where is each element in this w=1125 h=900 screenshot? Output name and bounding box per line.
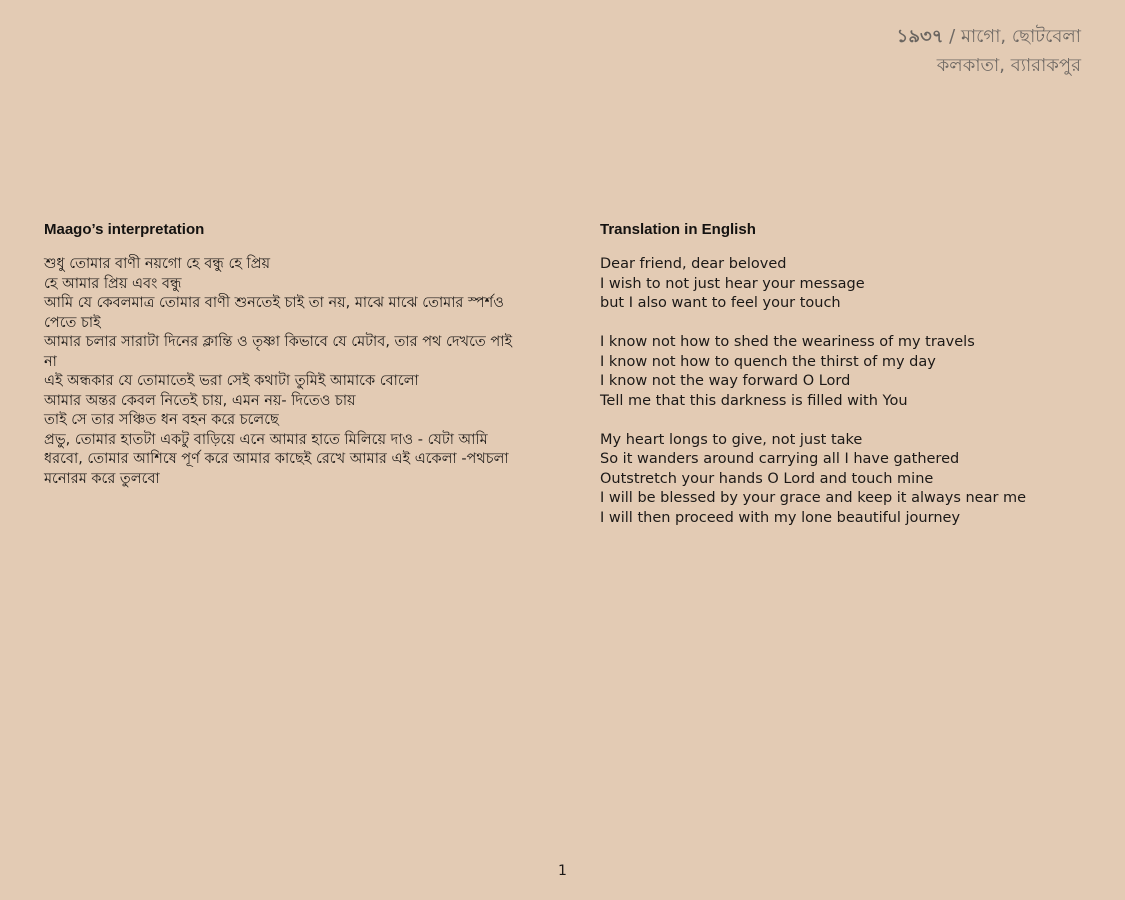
bengali-line: মনোরম করে তুলবো (44, 470, 160, 487)
bengali-line: আমার অন্তর কেবল নিতেই চায়, এমন নয়- দিতেও চায় (44, 392, 356, 409)
page-number: 1 (558, 863, 567, 879)
bengali-line: প্রভু, তোমার হাতটা একটু বাড়িয়ে এনে আমার হাতে মিলিয়ে দাও - যেটা আমি (44, 431, 488, 448)
english-line: I wish to not just hear your message (600, 275, 865, 292)
bengali-column-title: Maago’s interpretation (44, 221, 205, 238)
bengali-line: পেতে চাই (44, 314, 101, 331)
bengali-lines (44, 255, 532, 489)
english-line: I know not how to quench the thirst of my day (600, 353, 936, 370)
bengali-line: আমার চলার সারাটা দিনের ক্লান্তি ও তৃষ্ণা কিভাবে যে মেটাব, তার পথ দেখতে পাই (44, 334, 512, 350)
english-column-title: Translation in English (600, 221, 756, 238)
english-column (600, 220, 1080, 528)
header-place: কলকাতা, ব্যারাকপুর (936, 55, 1081, 76)
english-line: I will then proceed with my lone beautiful journey (600, 509, 961, 526)
english-lines (600, 255, 1080, 528)
bengali-column (44, 220, 532, 489)
year: ১৯৩৭ (896, 26, 944, 47)
bengali-line: শুধু তোমার বাণী নয়গো হে বন্ধু হে প্রিয় (44, 256, 271, 272)
english-line: So it wanders around carrying all I have gathered (600, 451, 960, 467)
english-line: My heart longs to give, not just take (600, 431, 863, 448)
bengali-line: হে আমার প্রিয় এবং বন্ধু (44, 275, 182, 292)
bengali-line: তাই সে তার সঞ্চিত ধন বহন করে চলেছে (44, 412, 279, 428)
bengali-line: এই অন্ধকার যে তোমাতেই ভরা সেই কথাটা তুমিই আমাকে বোলো (44, 373, 419, 389)
bengali-line: আমি যে কেবলমাত্র তোমার বাণী শুনতেই চাই তা নয়, মাঝে মাঝে তোমার স্পর্শও (44, 295, 504, 311)
english-line: Tell me that this darkness is filled with You (600, 392, 908, 409)
english-line: I know not the way forward O Lord (600, 373, 851, 389)
header-separator: / (943, 26, 961, 47)
english-line: but I also want to feel your touch (600, 295, 841, 311)
bengali-line: না (44, 353, 57, 370)
english-line: Dear friend, dear beloved (600, 256, 787, 272)
english-line: I will be blessed by your grace and keep it always near me (600, 490, 1027, 506)
stanza-break (600, 314, 1080, 334)
header-line-1 (897, 22, 1081, 51)
bengali-line: ধরবো, তোমার আশিষে পূর্ণ করে আমার কাছেই রেখে আমার এই একেলা -পথচলা (44, 451, 509, 467)
page-header (897, 22, 1081, 80)
stanza-break (600, 411, 1080, 431)
header-title: মাগো, ছোটবেলা (960, 26, 1081, 47)
english-line: I know not how to shed the weariness of my travels (600, 334, 975, 350)
english-line: Outstretch your hands O Lord and touch mine (600, 470, 934, 487)
